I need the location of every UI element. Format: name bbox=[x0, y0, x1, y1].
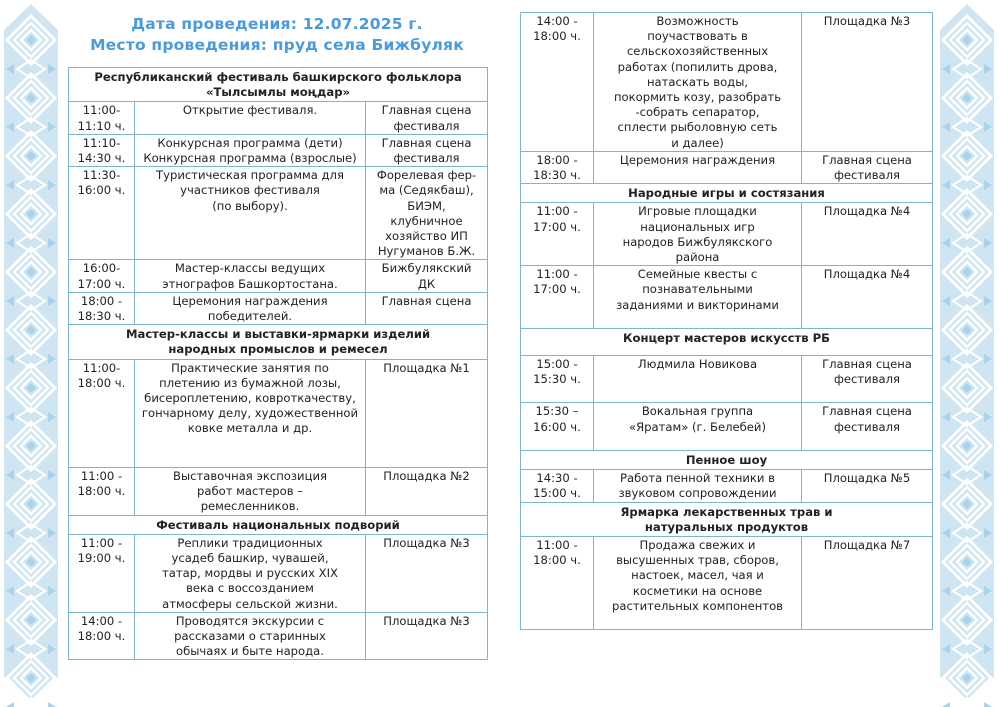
venue-cell bbox=[802, 203, 933, 266]
time-cell-line: 14:00 - bbox=[536, 14, 578, 28]
venue-cell-line: Площадка №3 bbox=[383, 613, 470, 628]
time-cell-line: 18:00 ч. bbox=[533, 29, 581, 44]
event-cell-line: народов Бижбулякского bbox=[622, 234, 773, 249]
event-cell-line: обычаях и быте народа. bbox=[176, 644, 324, 659]
time-cell-line: 14:00 - bbox=[80, 613, 123, 628]
event-cell-line: работах (попилить дрова, bbox=[617, 59, 778, 74]
section-header-row bbox=[521, 184, 933, 203]
schedule-row bbox=[69, 612, 488, 660]
section-header-row bbox=[521, 502, 933, 536]
right-ornament-border bbox=[936, 0, 998, 707]
event-cell-line: покормить козу, разобрать bbox=[613, 90, 782, 105]
venue-cell-line: клубничное bbox=[390, 213, 463, 228]
section-title-line: Ярмарка лекарственных трав и bbox=[620, 504, 833, 519]
event-cell-line: века с воссозданием bbox=[186, 581, 314, 596]
venue-cell-line: ма (Седякбаш), bbox=[379, 183, 474, 198]
section-header-row bbox=[69, 325, 488, 359]
time-cell-line: 16:00 ч. bbox=[77, 183, 126, 198]
venue-cell-line: Площадка №1 bbox=[383, 360, 470, 375]
event-cell-line: косметики на основе bbox=[632, 583, 763, 598]
event-cell-line: познавательными bbox=[642, 282, 753, 297]
time-cell-line: 11:00 - bbox=[536, 267, 578, 282]
event-cell-line: и далее) bbox=[671, 135, 724, 150]
schedule-row bbox=[69, 102, 488, 134]
schedule-row bbox=[69, 359, 488, 467]
event-cell bbox=[594, 266, 802, 329]
event-cell-line: Людмила Новикова bbox=[637, 356, 758, 371]
time-cell-line: 11:00 - bbox=[80, 535, 123, 550]
event-date: Дата проведения: 12.07.2025 г. bbox=[131, 15, 423, 33]
time-cell-line: 15:00 - bbox=[536, 356, 578, 371]
time-cell-line: 18:00 ч. bbox=[77, 629, 126, 644]
event-cell-line: настоек, масел, чая и bbox=[631, 568, 764, 583]
time-cell bbox=[521, 203, 594, 266]
section-title bbox=[521, 451, 933, 470]
event-cell-line: усадеб башкир, чувашей, bbox=[171, 551, 329, 566]
venue-cell-line: Нугуманов Б.Ж. bbox=[377, 244, 476, 259]
event-cell-line: этнографов Башкортостана. bbox=[162, 276, 338, 291]
event-location: Место проведения: пруд села Бижбуляк bbox=[90, 36, 464, 54]
section-title-line: Республиканский фестиваль башкирского фольклора bbox=[94, 70, 462, 84]
schedule-row bbox=[521, 266, 933, 329]
event-cell-line: района bbox=[675, 250, 720, 265]
event-cell-line: Практические занятия по bbox=[171, 360, 329, 375]
event-cell bbox=[135, 292, 366, 324]
venue-cell bbox=[366, 468, 488, 516]
venue-cell-line: БИЭМ, bbox=[407, 198, 446, 213]
event-cell-line: татар, мордвы и русских XIX bbox=[162, 566, 338, 581]
left-ornament-border bbox=[0, 0, 62, 707]
venue-cell-line: фестиваля bbox=[833, 168, 901, 183]
venue-cell-line: ДК bbox=[417, 276, 436, 291]
schedule-table-left bbox=[68, 67, 488, 660]
time-cell bbox=[69, 134, 135, 166]
time-cell-line: 11:00 - bbox=[80, 469, 123, 484]
time-cell-line: 17:00 ч. bbox=[533, 282, 581, 297]
section-header-row bbox=[69, 515, 488, 534]
schedule-row bbox=[69, 134, 488, 166]
venue-cell-line: Бижбулякский bbox=[381, 261, 472, 276]
section-title-line: Фестиваль национальных подворий bbox=[156, 517, 400, 532]
time-cell-line: 14:30 - bbox=[536, 471, 578, 486]
time-cell bbox=[69, 102, 135, 134]
time-cell bbox=[521, 537, 594, 630]
schedule-row bbox=[69, 260, 488, 292]
time-cell-line: 17:00 ч. bbox=[77, 276, 126, 291]
venue-cell-line: Площадка №7 bbox=[823, 538, 911, 553]
time-cell-line: 11:00 - bbox=[536, 538, 578, 553]
event-cell-line: сельскохозяйственных bbox=[626, 44, 769, 59]
venue-cell-line: Площадка №3 bbox=[383, 535, 470, 550]
time-cell-line: 11:10 ч. bbox=[77, 118, 126, 133]
venue-cell bbox=[802, 537, 933, 630]
venue-cell bbox=[802, 151, 933, 183]
venue-cell bbox=[366, 612, 488, 660]
event-cell bbox=[594, 13, 802, 152]
event-cell-line: (по выбору). bbox=[212, 198, 288, 213]
time-cell bbox=[69, 260, 135, 292]
section-title-line: Пенное шоу bbox=[685, 453, 768, 468]
venue-cell bbox=[802, 403, 933, 451]
time-cell-line: 14:30 ч. bbox=[77, 151, 126, 166]
venue-cell-line: Главная сцена bbox=[381, 135, 472, 150]
event-cell-line: Реплики традиционных bbox=[177, 535, 323, 550]
schedule-row bbox=[521, 13, 933, 152]
ornament-side-mark bbox=[6, 702, 14, 707]
event-cell-line: Игровые площадки bbox=[638, 204, 757, 219]
schedule-row bbox=[521, 355, 933, 403]
event-cell-line: атмосферы сельской жизни. bbox=[162, 596, 338, 611]
event-cell bbox=[135, 359, 366, 467]
section-title-line: Концерт мастеров искусств РБ bbox=[623, 331, 830, 346]
event-cell-line: поучаствовать в bbox=[647, 29, 748, 44]
event-cell-line: рассказами о старинных bbox=[174, 629, 326, 644]
venue-cell-line: Главная сцена bbox=[381, 293, 472, 308]
venue-cell bbox=[366, 260, 488, 292]
event-cell-line: национальных игр bbox=[640, 219, 755, 234]
event-cell-line: Туристическая программа для bbox=[156, 168, 344, 183]
venue-cell bbox=[366, 292, 488, 324]
venue-cell-line: Главная сцена bbox=[822, 404, 912, 419]
time-cell bbox=[521, 355, 594, 403]
ornament-side-mark bbox=[984, 702, 992, 707]
event-cell-line: Мастер-классы ведущих bbox=[174, 261, 326, 276]
time-cell-line: 18:30 ч. bbox=[533, 168, 581, 183]
event-cell-line: Проводятся экскурсии с bbox=[175, 613, 325, 628]
schedule-row bbox=[521, 203, 933, 266]
venue-cell bbox=[366, 359, 488, 467]
time-cell bbox=[69, 167, 135, 260]
venue-cell bbox=[802, 13, 933, 152]
venue-cell-line: Главная сцена bbox=[822, 356, 912, 371]
venue-cell bbox=[366, 134, 488, 166]
venue-cell-line: фестиваля bbox=[393, 118, 460, 133]
section-title-line: «Тылсымлы моңдар» bbox=[206, 85, 351, 100]
venue-cell-line: Главная сцена bbox=[381, 103, 472, 118]
time-cell bbox=[521, 266, 594, 329]
time-cell-line: 11:00 - bbox=[536, 204, 578, 219]
schedule-row bbox=[521, 151, 933, 183]
time-cell-line: 17:00 ч. bbox=[533, 219, 581, 234]
time-cell-line: 19:00 ч. bbox=[77, 551, 126, 566]
event-cell-line: звуковом сопровождении bbox=[618, 486, 777, 501]
venue-cell-line: Площадка №4 bbox=[823, 267, 911, 282]
section-title bbox=[521, 329, 933, 356]
event-cell-line: бисероплетению, ковроткачеству, bbox=[144, 391, 356, 406]
event-cell-line: растительных компонентов bbox=[611, 598, 784, 613]
venue-cell-line: Площадка №3 bbox=[823, 14, 911, 28]
ornament-side-mark bbox=[942, 702, 950, 707]
event-cell bbox=[135, 612, 366, 660]
event-cell bbox=[594, 470, 802, 502]
event-cell-line: сплести рыболовную сеть bbox=[617, 120, 778, 135]
event-cell-line: плетению из бумажной лозы, bbox=[159, 375, 341, 390]
event-cell-line: работ мастеров – bbox=[196, 484, 304, 499]
event-header bbox=[68, 14, 486, 56]
section-title bbox=[69, 515, 488, 534]
schedule-table-right bbox=[520, 12, 933, 630]
venue-cell-line: Площадка №4 bbox=[823, 204, 911, 219]
event-cell-line: заданиями и викторинами bbox=[616, 297, 779, 312]
time-cell-line: 18:00 - bbox=[80, 293, 123, 308]
time-cell bbox=[69, 359, 135, 467]
time-cell-line: 18:00 - bbox=[536, 152, 578, 167]
event-cell bbox=[135, 260, 366, 292]
time-cell-line: 11:00- bbox=[82, 360, 121, 375]
section-title bbox=[521, 502, 933, 536]
event-cell-line: «Яратам» (г. Белебей) bbox=[629, 419, 766, 434]
venue-cell-line: фестиваля bbox=[833, 372, 901, 387]
time-cell-line: 15:30 – bbox=[535, 404, 579, 419]
event-cell-line: Открытие фестиваля. bbox=[182, 103, 318, 118]
section-title-line: натуральных продуктов bbox=[644, 519, 809, 534]
venue-cell bbox=[802, 355, 933, 403]
event-cell bbox=[135, 468, 366, 516]
venue-cell-line: Площадка №5 bbox=[823, 471, 911, 486]
event-cell-line: участников фестиваля bbox=[180, 183, 320, 198]
event-cell bbox=[135, 102, 366, 134]
event-cell bbox=[594, 151, 802, 183]
time-cell bbox=[521, 470, 594, 502]
event-cell bbox=[135, 134, 366, 166]
schedule-row bbox=[521, 470, 933, 502]
venue-cell bbox=[802, 266, 933, 329]
event-cell-line: Церемония награждения bbox=[619, 152, 776, 167]
venue-cell-line: фестиваля bbox=[833, 419, 901, 434]
time-cell-line: 18:30 ч. bbox=[77, 309, 126, 324]
event-cell-line: Возможность bbox=[656, 14, 739, 28]
time-cell-line: 11:00- bbox=[82, 103, 121, 118]
schedule-row bbox=[69, 167, 488, 260]
schedule-row bbox=[521, 537, 933, 630]
section-title bbox=[69, 68, 488, 102]
event-cell bbox=[135, 534, 366, 612]
time-cell bbox=[69, 468, 135, 516]
time-cell bbox=[521, 13, 594, 152]
venue-cell-line: фестиваля bbox=[393, 151, 460, 166]
time-cell bbox=[521, 403, 594, 451]
time-cell-line: 18:00 ч. bbox=[77, 375, 126, 390]
venue-cell bbox=[366, 102, 488, 134]
event-cell-line: победителей. bbox=[207, 309, 293, 324]
venue-cell-line: хозяйство ИП bbox=[385, 229, 468, 244]
event-cell-line: ремесленников. bbox=[200, 499, 300, 514]
ornament-side-mark bbox=[48, 702, 56, 707]
event-cell-line: Работа пенной техники в bbox=[620, 471, 775, 486]
time-cell-line: 15:30 ч. bbox=[533, 372, 581, 387]
venue-cell bbox=[366, 534, 488, 612]
schedule-row bbox=[521, 403, 933, 451]
time-cell-line: 18:00 ч. bbox=[533, 553, 581, 568]
event-cell-line: -собрать сепаратор, bbox=[635, 105, 760, 120]
time-cell-line: 16:00 ч. bbox=[533, 419, 581, 434]
schedule-row bbox=[69, 534, 488, 612]
venue-cell-line: Главная сцена bbox=[822, 152, 912, 167]
event-cell-line: высушенных трав, сборов, bbox=[616, 553, 779, 568]
time-cell bbox=[69, 612, 135, 660]
time-cell-line: 11:30- bbox=[82, 168, 121, 183]
event-cell-line: натаскать воды, bbox=[646, 74, 749, 89]
schedule-row bbox=[69, 468, 488, 516]
time-cell bbox=[69, 534, 135, 612]
section-title-line: народных промыслов и ремесел bbox=[168, 342, 388, 357]
section-header-row bbox=[521, 329, 933, 356]
event-cell-line: Конкурсная программа (дети) bbox=[157, 135, 343, 150]
event-cell-line: Семейные квесты с bbox=[637, 267, 758, 282]
time-cell-line: 18:00 ч. bbox=[77, 484, 126, 499]
event-cell bbox=[135, 167, 366, 260]
event-cell-line: ковке металла и др. bbox=[187, 421, 313, 436]
time-cell-line: 11:10- bbox=[82, 135, 121, 150]
event-cell-line: Продажа свежих и bbox=[639, 538, 756, 553]
section-title bbox=[69, 325, 488, 359]
event-cell-line: гончарному делу, художественной bbox=[141, 406, 359, 421]
event-cell bbox=[594, 203, 802, 266]
event-cell-line: Конкурсная программа (взрослые) bbox=[143, 151, 357, 166]
event-cell-line: Церемония награждения bbox=[172, 293, 328, 308]
venue-cell bbox=[366, 167, 488, 260]
venue-cell-line: Площадка №2 bbox=[383, 469, 470, 484]
time-cell-line: 15:00 ч. bbox=[533, 486, 581, 501]
event-cell-line: Вокальная группа bbox=[641, 404, 754, 419]
venue-cell bbox=[802, 470, 933, 502]
section-title-line: Мастер-классы и выставки-ярмарки изделий bbox=[125, 327, 431, 342]
time-cell bbox=[521, 151, 594, 183]
event-cell bbox=[594, 355, 802, 403]
schedule-row bbox=[69, 292, 488, 324]
time-cell-line: 16:00- bbox=[82, 261, 121, 276]
time-cell bbox=[69, 292, 135, 324]
section-header-row bbox=[69, 68, 488, 102]
section-title bbox=[521, 184, 933, 203]
event-cell-line: Выставочная экспозиция bbox=[173, 469, 327, 484]
section-title-line: Народные игры и состязания bbox=[628, 186, 825, 201]
event-cell bbox=[594, 537, 802, 630]
event-cell bbox=[594, 403, 802, 451]
venue-cell-line: Форелевая фер- bbox=[376, 168, 477, 183]
section-header-row bbox=[521, 451, 933, 470]
